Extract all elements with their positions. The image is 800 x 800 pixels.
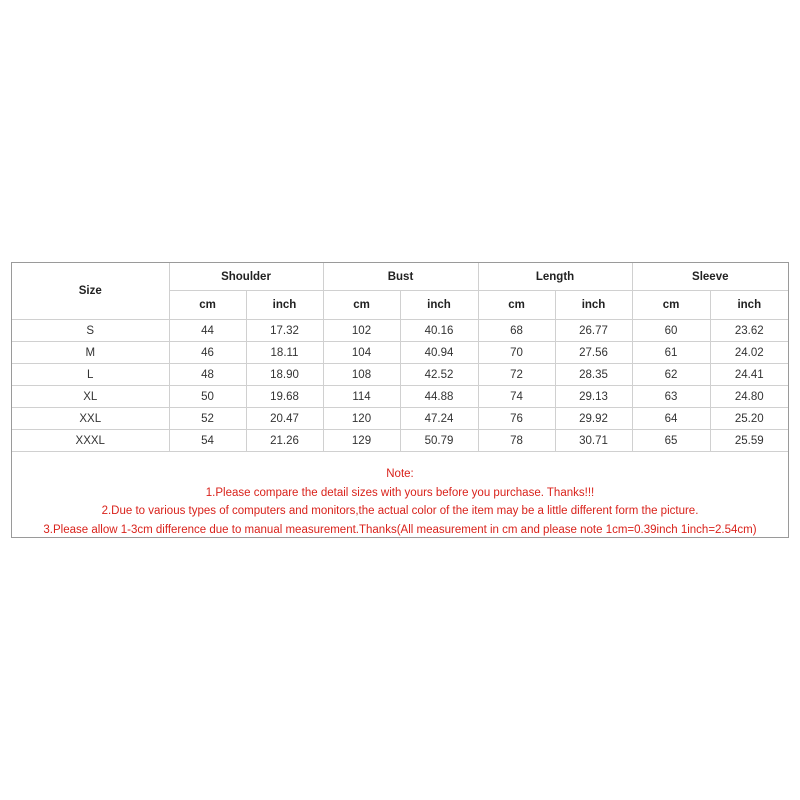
- size-cell: XL: [12, 386, 169, 408]
- table-row: [12, 364, 788, 386]
- table-cell: 70: [478, 342, 555, 364]
- table-cell: 20.47: [246, 408, 323, 430]
- size-cell: M: [12, 342, 169, 364]
- table-row: [12, 342, 788, 364]
- table-cell: 19.68: [246, 386, 323, 408]
- table-cell: 28.35: [555, 364, 632, 386]
- table-cell: 68: [478, 320, 555, 342]
- table-cell: 102: [323, 320, 400, 342]
- table-row: [12, 430, 788, 452]
- table-cell: 23.62: [710, 320, 788, 342]
- group-header-row: [12, 263, 788, 291]
- unit-header-cm: cm: [478, 291, 555, 320]
- bust-header: Bust: [323, 263, 478, 291]
- table-cell: 25.59: [710, 430, 788, 452]
- unit-header-inch: inch: [555, 291, 632, 320]
- table-cell: 42.52: [400, 364, 478, 386]
- size-cell: XXL: [12, 408, 169, 430]
- size-cell: XXXL: [12, 430, 169, 452]
- unit-header-cm: cm: [169, 291, 246, 320]
- note-line-3: 3.Please allow 1-3cm difference due to manual measurement.Thanks(All measurement in cm and please note 1cm=0.39inch 1inch=2.54cm): [43, 523, 757, 536]
- table-cell: 26.77: [555, 320, 632, 342]
- size-chart: [11, 262, 789, 538]
- table-row: [12, 320, 788, 342]
- shoulder-header: Shoulder: [169, 263, 323, 291]
- table-cell: 46: [169, 342, 246, 364]
- table-cell: 29.13: [555, 386, 632, 408]
- table-cell: 129: [323, 430, 400, 452]
- size-table: [12, 263, 788, 452]
- table-cell: 47.24: [400, 408, 478, 430]
- table-cell: 40.94: [400, 342, 478, 364]
- table-cell: 44: [169, 320, 246, 342]
- note-line-2: 2.Due to various types of computers and monitors,the actual color of the item may be a little different form the picture.: [101, 505, 699, 517]
- table-cell: 52: [169, 408, 246, 430]
- table-cell: 50: [169, 386, 246, 408]
- table-cell: 78: [478, 430, 555, 452]
- table-cell: 108: [323, 364, 400, 386]
- table-cell: 40.16: [400, 320, 478, 342]
- table-cell: 61: [632, 342, 710, 364]
- table-cell: 74: [478, 386, 555, 408]
- unit-header-inch: inch: [710, 291, 788, 320]
- note-line-1: 1.Please compare the detail sizes with yours before you purchase. Thanks!!!: [205, 486, 595, 499]
- size-cell: L: [12, 364, 169, 386]
- note-title: Note:: [386, 468, 414, 480]
- unit-header-cm: cm: [323, 291, 400, 320]
- table-cell: 44.88: [400, 386, 478, 408]
- table-cell: 24.80: [710, 386, 788, 408]
- table-cell: 63: [632, 386, 710, 408]
- table-cell: 65: [632, 430, 710, 452]
- table-cell: 24.41: [710, 364, 788, 386]
- table-cell: 60: [632, 320, 710, 342]
- table-row: [12, 408, 788, 430]
- size-column-header: Size: [78, 285, 102, 297]
- table-cell: 30.71: [555, 430, 632, 452]
- table-cell: 24.02: [710, 342, 788, 364]
- table-cell: 48: [169, 364, 246, 386]
- unit-header-inch: inch: [246, 291, 323, 320]
- table-cell: 50.79: [400, 430, 478, 452]
- table-cell: 18.11: [246, 342, 323, 364]
- table-cell: 54: [169, 430, 246, 452]
- table-cell: 114: [323, 386, 400, 408]
- unit-header-inch: inch: [400, 291, 478, 320]
- table-cell: 18.90: [246, 364, 323, 386]
- table-cell: 120: [323, 408, 400, 430]
- length-header: Length: [478, 263, 632, 291]
- unit-header-cm: cm: [632, 291, 710, 320]
- table-cell: 17.32: [246, 320, 323, 342]
- table-cell: 62: [632, 364, 710, 386]
- table-cell: 25.20: [710, 408, 788, 430]
- table-row: [12, 386, 788, 408]
- table-cell: 29.92: [555, 408, 632, 430]
- size-cell: S: [12, 320, 169, 342]
- notes-section: [12, 465, 788, 539]
- sleeve-header: Sleeve: [632, 263, 788, 291]
- table-cell: 104: [323, 342, 400, 364]
- table-cell: 72: [478, 364, 555, 386]
- table-cell: 64: [632, 408, 710, 430]
- size-table-body: [12, 320, 788, 452]
- table-cell: 27.56: [555, 342, 632, 364]
- table-cell: 76: [478, 408, 555, 430]
- table-cell: 21.26: [246, 430, 323, 452]
